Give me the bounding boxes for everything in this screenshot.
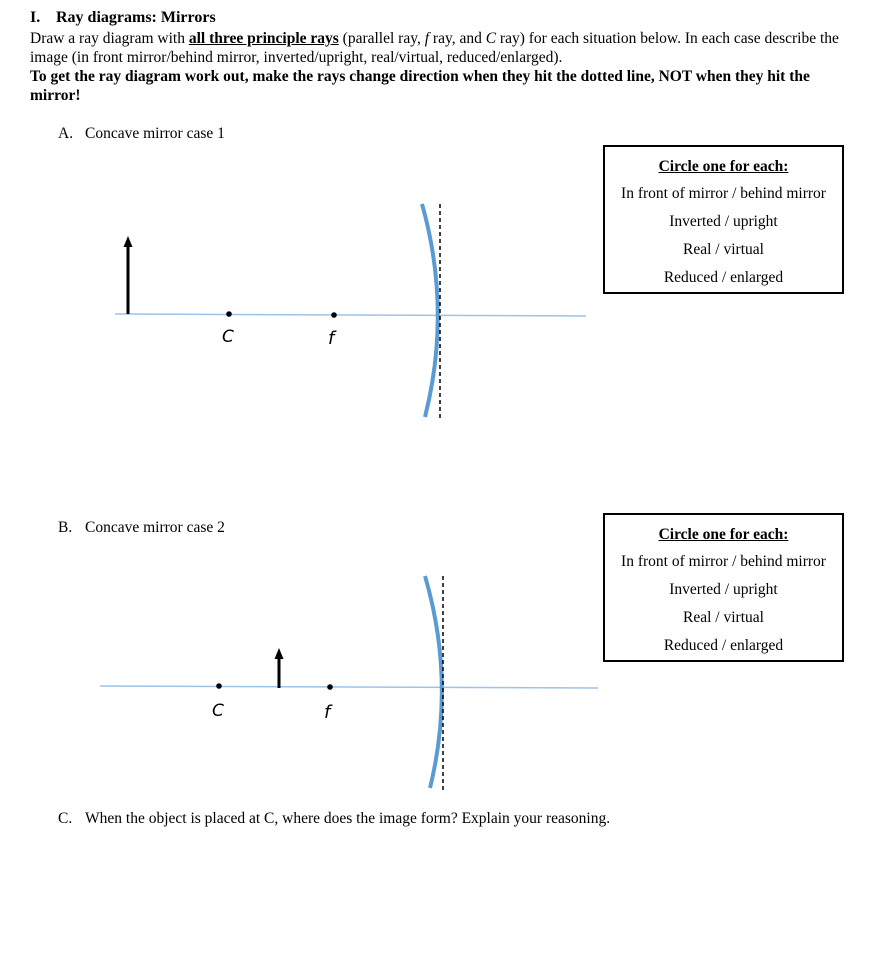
instructions-text-1: Draw a ray diagram with [30,30,189,47]
option-location-a[interactable]: In front of mirror / behind mirror [621,185,826,202]
label-f-a: f [328,328,335,349]
section-b-title: Concave mirror case 2 [85,519,225,536]
diagram-b [100,576,598,790]
question-c-text: When the object is placed at C, where does the image form? Explain your reasoning. [85,810,611,827]
instructions-emphasis: all three principle rays [188,30,339,47]
question-c-letter: C. [58,810,73,827]
section-a-letter: A. [58,125,74,142]
concave-mirror-a [422,204,438,417]
label-f-b: f [324,702,331,723]
answer-box-b [603,513,844,662]
section-b-label [58,519,225,537]
section-title: Ray diagrams: Mirrors [56,9,216,26]
section-a-title: Concave mirror case 1 [85,125,225,142]
point-c-a [226,311,232,317]
point-c-b [216,683,222,689]
point-f-a [331,312,337,318]
option-type-b[interactable]: Real / virtual [683,609,764,626]
f-symbol: f [424,30,430,47]
option-size-a[interactable]: Reduced / enlarged [663,269,784,286]
principal-axis-b [100,686,598,688]
section-b-letter: B. [58,519,73,536]
answer-box-a [603,145,844,294]
dotted-line-note: To get the ray diagram work out, make the rays change direction when they hit the dotted line, NOT when they hit the mirror! [30,68,810,104]
label-c-a: C [222,327,234,347]
c-symbol: C [485,30,497,47]
instructions-text-3: ray, and [429,30,486,47]
concave-mirror-b [425,576,442,788]
object-arrow-b-head [275,648,284,659]
option-size-b[interactable]: Reduced / enlarged [663,637,784,654]
section-number: I. [30,9,41,26]
point-f-b [327,684,333,690]
option-orientation-b[interactable]: Inverted / upright [669,581,778,598]
option-orientation-a[interactable]: Inverted / upright [669,213,778,230]
object-arrow-a-head [124,236,133,247]
option-type-a[interactable]: Real / virtual [683,241,764,258]
answer-box-a-title: Circle one for each: [658,158,789,175]
instructions-text-2: (parallel ray, [338,30,425,47]
diagram-a [115,204,586,420]
label-c-b: C [212,701,224,721]
instructions-text-4: ray) for each situation below. In each case describe the image (in front mirror/behind mirror, inverted/upright, real/virtual, reduced/enlarged). [30,30,839,66]
answer-box-b-title: Circle one for each: [658,526,789,543]
principal-axis-a [115,314,586,316]
question-c [58,810,610,828]
option-location-b[interactable]: In front of mirror / behind mirror [621,553,826,570]
